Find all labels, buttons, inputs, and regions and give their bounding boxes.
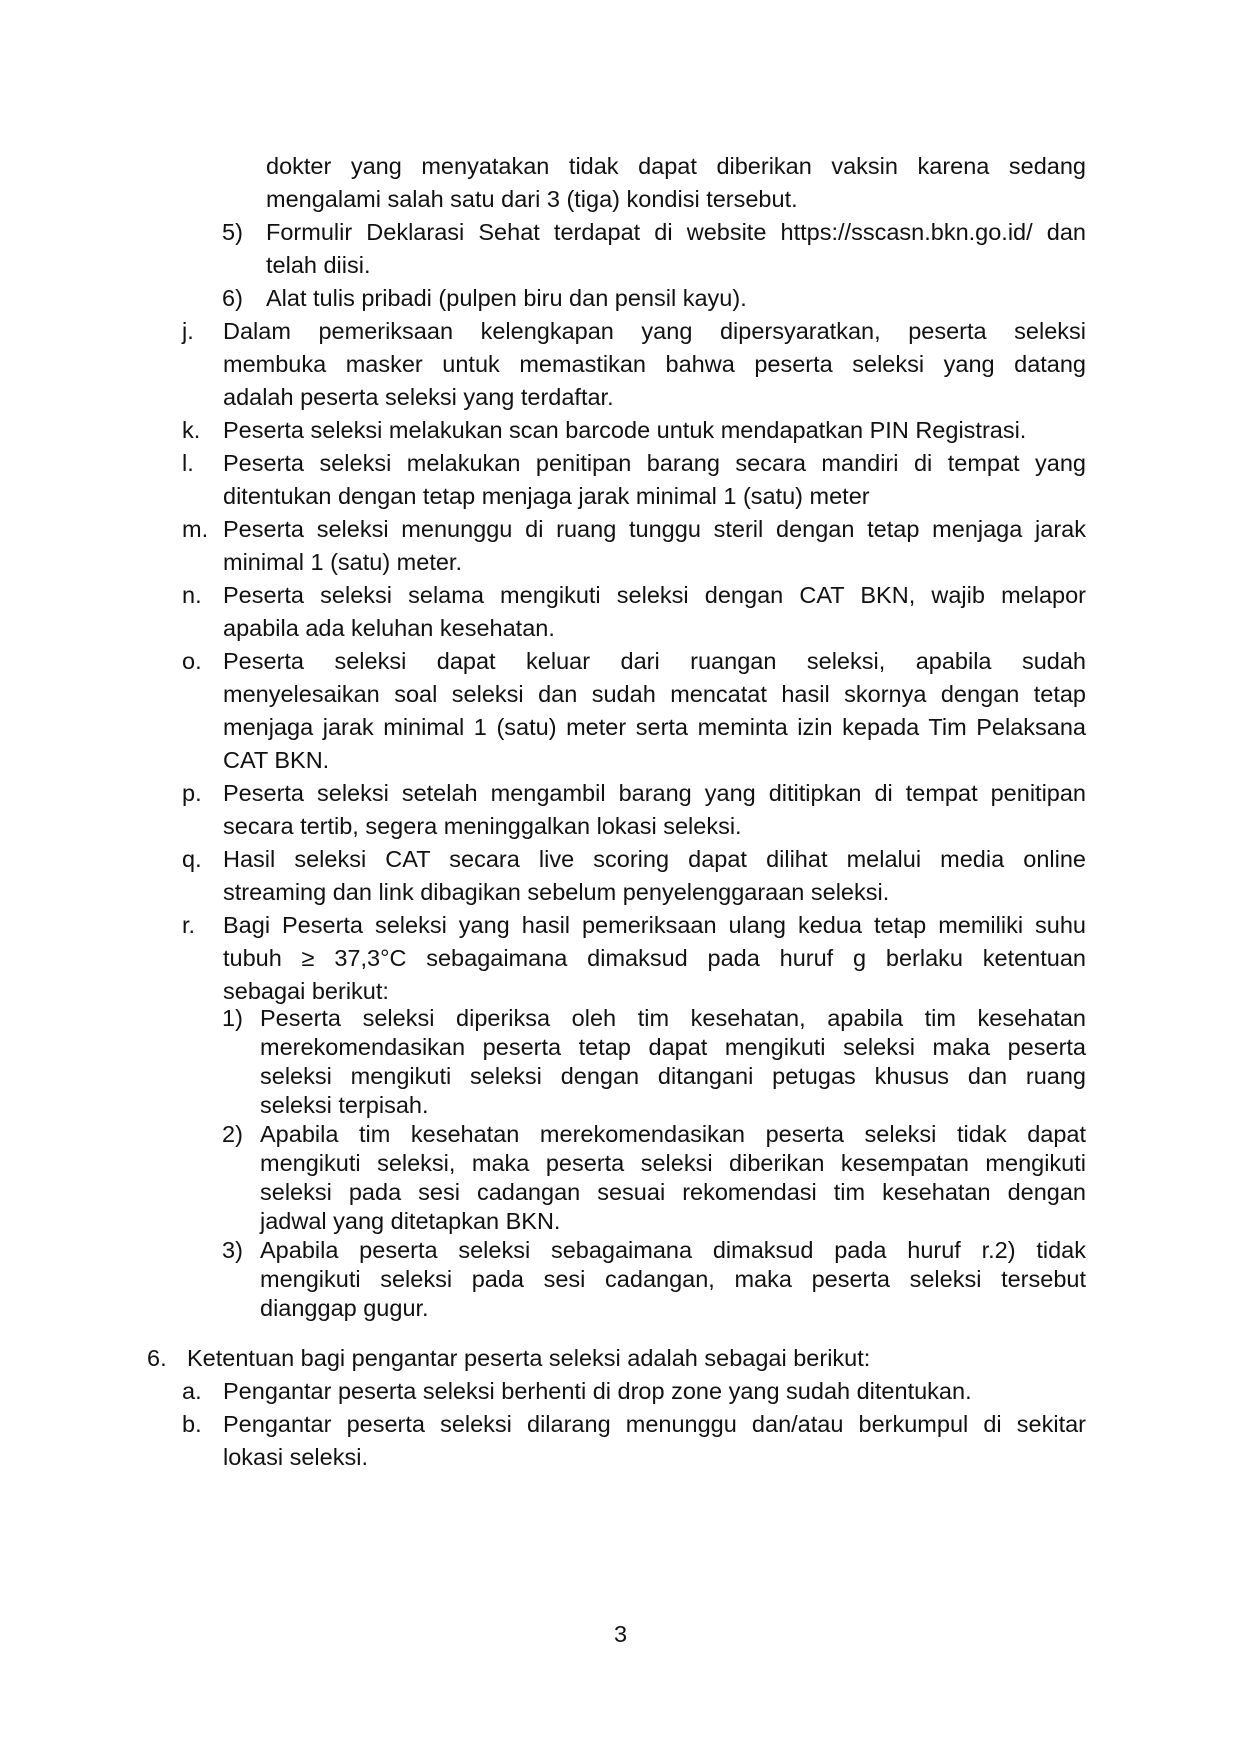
text-line: menjaga jarak minimal 1 (satu) meter serta meminta izin kepada Tim Pelaksana (223, 714, 1086, 740)
text-line: Pengantar peserta seleksi berhenti di drop zone yang sudah ditentukan. (223, 1378, 972, 1404)
text-line: Peserta seleksi diperiksa oleh tim kesehatan, apabila tim kesehatan (260, 1005, 1086, 1031)
text-line: Peserta seleksi melakukan scan barcode untuk mendapatkan PIN Registrasi. (223, 417, 1027, 443)
list-marker: q. (182, 846, 202, 872)
list-item-text (223, 909, 1086, 1008)
continuation-text (266, 150, 1086, 216)
list-marker: p. (182, 780, 202, 806)
list-marker: l. (182, 450, 194, 476)
text-line: Hasil seleksi CAT secara live scoring dapat dilihat melalui media online (223, 846, 1086, 872)
text-line: jadwal yang ditetapkan BKN. (260, 1208, 561, 1234)
text-line: Pengantar peserta seleksi dilarang menunggu dan/atau berkumpul di sekitar (223, 1411, 1086, 1437)
list-item-text (260, 1120, 1086, 1236)
text-line: apabila ada keluhan kesehatan. (223, 615, 555, 641)
text-line: tubuh ≥ 37,3°C sebagaimana dimaksud pada huruf g berlaku ketentuan (223, 945, 1086, 971)
text-line: membuka masker untuk memastikan bahwa peserta seleksi yang datang (223, 351, 1086, 377)
text-line: Formulir Deklarasi Sehat terdapat di website https://sscasn.bkn.go.id/ dan (266, 219, 1086, 245)
text-line: adalah peserta seleksi yang terdaftar. (223, 384, 614, 410)
list-item-text (223, 645, 1086, 777)
list-item-text (260, 1236, 1086, 1323)
text-line: minimal 1 (satu) meter. (223, 549, 462, 575)
text-line: Peserta seleksi melakukan penitipan barang secara mandiri di tempat yang (223, 450, 1086, 476)
text-line: streaming dan link dibagikan sebelum penyelenggaraan seleksi. (223, 879, 890, 905)
list-marker: 5) (222, 219, 243, 245)
section-heading (187, 1342, 1086, 1375)
list-marker: j. (182, 318, 194, 344)
list-marker: m. (182, 516, 209, 542)
list-marker: k. (182, 417, 201, 443)
text-line: Apabila peserta seleksi sebagaimana dimaksud pada huruf r.2) tidak (260, 1237, 1086, 1263)
list-item-text (260, 1004, 1086, 1120)
page-number: 3 (613, 1621, 628, 1647)
list-item-text (266, 282, 1086, 315)
list-marker: b. (182, 1411, 202, 1437)
text-line: seleksi terpisah. (260, 1092, 429, 1118)
list-item-text (266, 216, 1086, 282)
list-marker: 6) (222, 285, 243, 311)
list-item-text (223, 843, 1086, 909)
text-line: secara tertib, segera meninggalkan lokasi seleksi. (223, 813, 742, 839)
list-marker: r. (182, 912, 196, 938)
text-line: Peserta seleksi setelah mengambil barang yang dititipkan di tempat penitipan (223, 780, 1086, 806)
text-line: mengikuti seleksi pada sesi cadangan, maka peserta seleksi tersebut (260, 1266, 1086, 1292)
list-item-text (223, 1408, 1086, 1474)
list-item-text (223, 447, 1086, 513)
text-line: menyelesaikan soal seleksi dan sudah mencatat hasil skornya dengan tetap (223, 681, 1086, 707)
text-line: mengikuti seleksi, maka peserta seleksi diberikan kesempatan mengikuti (260, 1150, 1086, 1176)
list-marker: 1) (222, 1005, 243, 1031)
list-item-text (223, 777, 1086, 843)
section-marker: 6. (147, 1345, 167, 1371)
list-marker: 3) (222, 1237, 243, 1263)
text-line: Bagi Peserta seleksi yang hasil pemeriksaan ulang kedua tetap memiliki suhu (223, 912, 1086, 938)
list-marker: a. (182, 1378, 202, 1404)
text-line: seleksi pada sesi cadangan sesuai rekomendasi tim kesehatan dengan (260, 1179, 1086, 1205)
list-marker: o. (182, 648, 202, 674)
text-line: ditentukan dengan tetap menjaga jarak minimal 1 (satu) meter (223, 483, 870, 509)
text-line: Apabila tim kesehatan merekomendasikan peserta seleksi tidak dapat (260, 1121, 1086, 1147)
text-line: dokter yang menyatakan tidak dapat diberikan vaksin karena sedang (266, 153, 1086, 179)
text-line: seleksi mengikuti seleksi dengan ditangani petugas khusus dan ruang (260, 1063, 1086, 1089)
text-line: lokasi seleksi. (223, 1444, 368, 1470)
text-line: CAT BKN. (223, 747, 330, 773)
list-marker: n. (182, 582, 202, 608)
list-item-text (223, 513, 1086, 579)
text-line: mengalami salah satu dari 3 (tiga) kondisi tersebut. (266, 186, 798, 212)
text-line: Peserta seleksi selama mengikuti seleksi dengan CAT BKN, wajib melapor (223, 582, 1086, 608)
text-line: Peserta seleksi dapat keluar dari ruangan seleksi, apabila sudah (223, 648, 1086, 674)
list-item-text (223, 579, 1086, 645)
text-line: merekomendasikan peserta tetap dapat mengikuti seleksi maka peserta (260, 1034, 1086, 1060)
list-item-text (223, 414, 1086, 447)
text-line: Alat tulis pribadi (pulpen biru dan pensil kayu). (266, 285, 747, 311)
text-line: dianggap gugur. (260, 1295, 429, 1321)
text-line: Peserta seleksi menunggu di ruang tunggu steril dengan tetap menjaga jarak (223, 516, 1086, 542)
text-line: Ketentuan bagi pengantar peserta seleksi adalah sebagai berikut: (187, 1345, 871, 1371)
text-line: Dalam pemeriksaan kelengkapan yang dipersyaratkan, peserta seleksi (223, 318, 1086, 344)
list-item-text (223, 315, 1086, 414)
text-line: sebagai berikut: (223, 978, 389, 1004)
list-marker: 2) (222, 1121, 243, 1147)
text-line: telah diisi. (266, 252, 371, 278)
list-item-text (223, 1375, 1086, 1408)
